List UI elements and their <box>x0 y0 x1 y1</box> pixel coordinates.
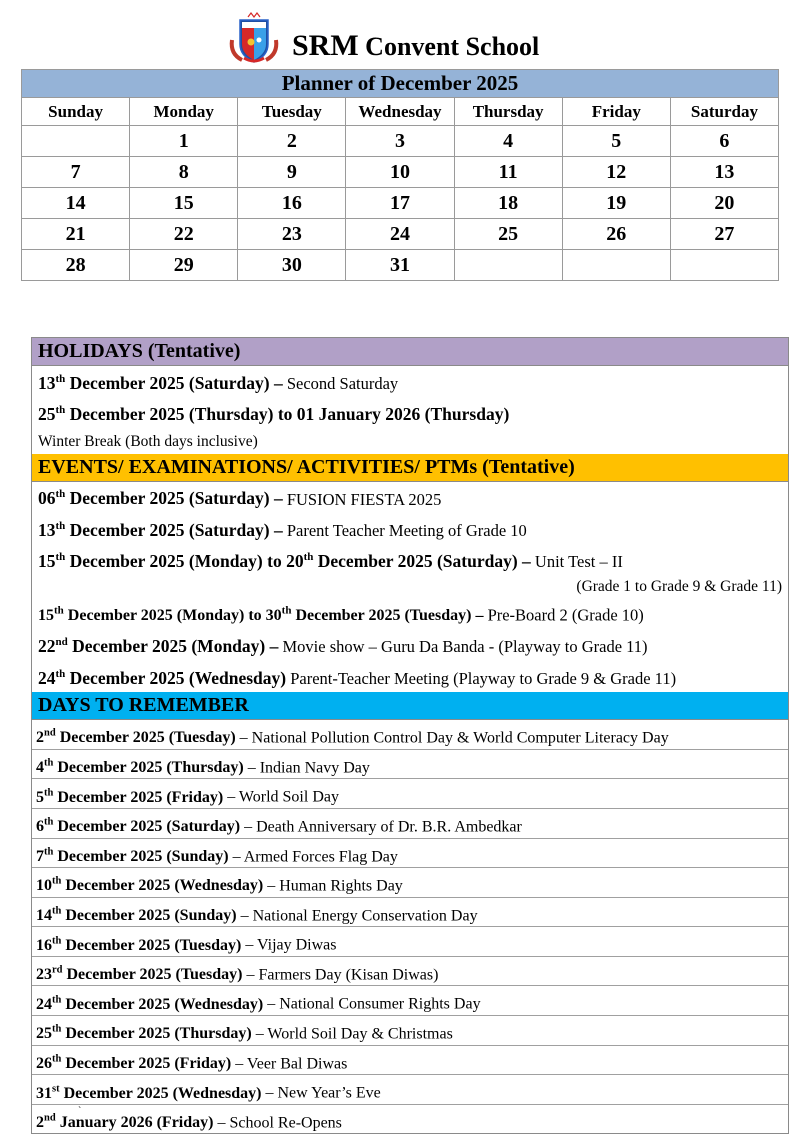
entry-date-text: December 2025 (Wednesday) <box>61 995 264 1013</box>
calendar-empty-cell <box>454 250 562 281</box>
calendar-day-cell: 4 <box>454 126 562 157</box>
entry-day: 6 <box>36 818 44 836</box>
calendar-empty-cell <box>22 126 130 157</box>
entry-date-text: December 2025 (Wednesday) <box>61 877 264 895</box>
entry-date <box>38 636 278 656</box>
entry-day: 22 <box>38 636 56 657</box>
entry-description: – National Consumer Rights Day <box>263 995 481 1013</box>
entry-date-text: December 2025 (Wednesday) <box>59 1084 262 1102</box>
entry-day-suffix: nd <box>55 636 68 649</box>
entry-date <box>38 551 531 571</box>
entry-description: Parent Teacher Meeting of Grade 10 <box>282 520 527 540</box>
entry-date-text: December 2025 (Thursday) to 01 January 2026 (Thursday) <box>65 404 510 425</box>
entry-day-suffix: th <box>52 935 62 947</box>
entry-date-text: December 2025 (Friday) <box>53 788 224 806</box>
calendar-table <box>21 69 779 281</box>
calendar-day-cell: 24 <box>346 219 454 250</box>
entry-date <box>36 966 242 983</box>
calendar-day-cell: 9 <box>238 157 346 188</box>
entry-row <box>32 809 788 839</box>
entry-continuation: (Grade 1 to Grade 9 & Grade 11) <box>576 577 782 595</box>
footer-mark: ` <box>78 1106 82 1117</box>
entry-day: 31 <box>36 1084 52 1102</box>
calendar-empty-cell <box>670 250 778 281</box>
calendar-day-cell: 26 <box>562 219 670 250</box>
entry-date <box>36 1025 252 1042</box>
day-of-week-monday: Monday <box>130 98 238 126</box>
entry-date-text: December 2025 (Sunday) <box>53 847 229 865</box>
calendar-week-row <box>22 219 779 250</box>
entry-description: Parent-Teacher Meeting (Playway to Grade 9 & Grade 11) <box>286 668 677 688</box>
day-of-week-friday: Friday <box>562 98 670 126</box>
page-header <box>0 8 800 66</box>
calendar-day-cell: 27 <box>670 219 778 250</box>
calendar-day-cell: 1 <box>130 126 238 157</box>
calendar-title: Planner of December 2025 <box>22 70 779 98</box>
entry-day-suffix: th <box>55 551 66 564</box>
entry-day: 13 <box>38 372 56 393</box>
entry-day-suffix: th <box>52 905 62 917</box>
entry-date-end-text: December 2025 (Saturday) – <box>313 551 531 572</box>
calendar-day-cell: 16 <box>238 188 346 219</box>
entry-day: 16 <box>36 936 52 954</box>
entry-date <box>38 520 283 540</box>
calendar-day-cell: 10 <box>346 157 454 188</box>
entry-day: 25 <box>38 404 56 425</box>
calendar-day-cell: 25 <box>454 219 562 250</box>
entry-day: 14 <box>36 907 52 925</box>
entry-day: 24 <box>38 667 56 688</box>
entry-day-suffix: th <box>55 488 66 501</box>
entry-date-text: December 2025 (Friday) <box>61 1054 232 1072</box>
calendar-day-cell: 23 <box>238 219 346 250</box>
entry-day: 24 <box>36 995 52 1013</box>
calendar-week-row <box>22 188 779 219</box>
entry-date-text: December 2025 (Sunday) <box>61 907 237 925</box>
calendar-day-cell: 13 <box>670 157 778 188</box>
calendar-week-row <box>22 250 779 281</box>
entry-date-text: December 2025 (Tuesday) <box>61 936 242 954</box>
school-name-rest: Convent School <box>365 32 540 61</box>
entry-row <box>32 868 788 898</box>
events-heading: EVENTS/ EXAMINATIONS/ ACTIVITIES/ PTMs (Tentative) <box>32 454 788 482</box>
entry-day: 2 <box>36 729 44 747</box>
entry-date-text: December 2025 (Saturday) – <box>65 372 283 393</box>
entry-date-text: December 2025 (Saturday) <box>53 818 241 836</box>
entry-day: 5 <box>36 788 44 806</box>
entry-date <box>36 818 240 835</box>
entry-description: – National Energy Conservation Day <box>236 907 478 925</box>
entry-date <box>36 1114 213 1131</box>
entry-description: Unit Test – II <box>530 552 623 572</box>
entry-date-text: January 2026 (Friday) <box>55 1114 214 1132</box>
entry-description: – New Year’s Eve <box>261 1084 381 1102</box>
entry-date-text: December 2025 (Monday) to <box>65 551 287 572</box>
entry-date-text: December 2025 (Monday) to <box>63 606 266 624</box>
entry-description: – Armed Forces Flag Day <box>228 847 398 865</box>
entry-day: 13 <box>38 519 56 540</box>
entry-row <box>32 366 788 397</box>
entry-description: – Farmers Day (Kisan Diwas) <box>242 966 439 984</box>
entry-row <box>32 513 788 544</box>
entry-description: – School Re-Opens <box>213 1114 342 1132</box>
entry-description: – Death Anniversary of Dr. B.R. Ambedkar <box>240 818 522 836</box>
events-list <box>32 482 788 692</box>
calendar-day-cell: 2 <box>238 126 346 157</box>
entry-day-suffix: nd <box>44 1112 56 1124</box>
entry-date-text: December 2025 (Thursday) <box>53 759 244 777</box>
calendar-day-cell: 11 <box>454 157 562 188</box>
entry-day-suffix: th <box>55 373 66 385</box>
entry-date <box>38 604 484 624</box>
entry-description: – Vijay Diwas <box>241 936 337 954</box>
entry-description: – Indian Navy Day <box>243 759 370 777</box>
entry-date <box>38 668 286 688</box>
entry-date <box>38 488 283 508</box>
entry-row <box>32 1075 788 1105</box>
calendar-day-cell: 18 <box>454 188 562 219</box>
entry-day-suffix: th <box>52 1053 62 1065</box>
entry-day-suffix: th <box>55 404 66 417</box>
entry-row <box>32 661 788 692</box>
entry-row <box>32 397 788 428</box>
entry-day-suffix: th <box>54 604 64 617</box>
entry-row <box>32 1105 788 1134</box>
entry-day: 15 <box>38 551 56 572</box>
calendar-day-cell: 20 <box>670 188 778 219</box>
entry-day-suffix: st <box>52 1083 60 1095</box>
calendar-day-cell: 8 <box>130 157 238 188</box>
entry-date-text: December 2025 (Wednesday) <box>65 667 287 688</box>
entry-day-suffix: th <box>44 816 54 828</box>
entry-day: 23 <box>36 966 52 984</box>
holiday-note: Winter Break (Both days inclusive) <box>38 432 258 450</box>
entry-description: – Veer Bal Diwas <box>231 1054 348 1072</box>
calendar-day-cell: 3 <box>346 126 454 157</box>
entry-day-suffix: th <box>52 994 62 1006</box>
entry-row <box>32 544 788 575</box>
entry-day-suffix: th <box>52 1024 62 1036</box>
calendar-day-cell: 21 <box>22 219 130 250</box>
calendar-day-cell: 19 <box>562 188 670 219</box>
entry-day-suffix: rd <box>52 964 63 976</box>
entry-day-suffix: th <box>44 757 54 769</box>
calendar-day-cell: 29 <box>130 250 238 281</box>
entry-date <box>36 1085 262 1102</box>
day-of-week-saturday: Saturday <box>670 98 778 126</box>
entry-day: 7 <box>36 847 44 865</box>
entry-row <box>32 1046 788 1076</box>
entry-date <box>36 1055 231 1072</box>
entry-row <box>32 1016 788 1046</box>
school-crest-icon <box>226 10 282 66</box>
day-of-week-tuesday: Tuesday <box>238 98 346 126</box>
entry-date-text: December 2025 (Tuesday) <box>62 966 243 984</box>
calendar-week-row <box>22 157 779 188</box>
entry-description: – Human Rights Day <box>263 877 403 895</box>
entry-row <box>32 720 788 750</box>
entry-row <box>32 482 788 513</box>
entry-row <box>32 598 788 630</box>
entry-description: FUSION FIESTA 2025 <box>282 489 442 509</box>
entry-date <box>36 789 223 806</box>
entry-day-end-suffix: th <box>281 604 292 617</box>
entry-day-suffix: th <box>44 846 54 858</box>
calendar-day-cell: 12 <box>562 157 670 188</box>
entry-date <box>36 729 236 746</box>
entry-date <box>36 848 229 865</box>
entry-row <box>32 839 788 869</box>
school-initials: SRM <box>292 29 359 62</box>
calendar-day-cell: 7 <box>22 157 130 188</box>
calendar-empty-cell <box>562 250 670 281</box>
entry-day: 10 <box>36 877 52 895</box>
entry-day-suffix: th <box>44 787 54 799</box>
calendar-week-row <box>22 126 779 157</box>
entry-day: 26 <box>36 1054 52 1072</box>
entry-date-end-text: December 2025 (Tuesday) – <box>291 606 484 624</box>
entry-day-suffix: th <box>52 876 62 888</box>
entry-date <box>36 937 241 954</box>
entry-date <box>38 404 509 424</box>
entry-day-suffix: th <box>55 519 66 532</box>
calendar-day-cell: 6 <box>670 126 778 157</box>
entry-day: 06 <box>38 488 56 509</box>
calendar-day-cell: 30 <box>238 250 346 281</box>
entry-day: 15 <box>38 606 54 624</box>
entry-date-text: December 2025 (Saturday) – <box>65 488 283 509</box>
calendar-day-cell: 14 <box>22 188 130 219</box>
entry-description: Second Saturday <box>282 373 399 393</box>
day-of-week-wednesday: Wednesday <box>346 98 454 126</box>
entry-date-text: December 2025 (Monday) – <box>67 636 279 657</box>
day-of-week-thursday: Thursday <box>454 98 562 126</box>
calendar-day-cell: 17 <box>346 188 454 219</box>
entry-date-text: December 2025 (Thursday) <box>61 1025 252 1043</box>
holidays-heading: HOLIDAYS (Tentative) <box>32 338 788 366</box>
entry-row <box>32 779 788 809</box>
entry-date <box>38 373 283 393</box>
entry-date-text: December 2025 (Tuesday) <box>55 729 236 747</box>
day-of-week-sunday: Sunday <box>22 98 130 126</box>
entry-row <box>32 957 788 987</box>
entry-day-suffix: nd <box>44 728 56 740</box>
entry-row <box>32 898 788 928</box>
entry-description: – World Soil Day <box>223 788 339 806</box>
calendar-day-cell: 22 <box>130 219 238 250</box>
entry-day-end: 20 <box>286 551 304 572</box>
entry-row <box>32 629 788 660</box>
school-name <box>292 30 539 63</box>
days-to-remember-list <box>32 720 788 1133</box>
entry-description: Movie show – Guru Da Banda - (Playway to Grade 11) <box>278 637 648 657</box>
entry-description: Pre-Board 2 (Grade 10) <box>483 604 644 624</box>
entry-description: – National Pollution Control Day & World Computer Literacy Day <box>235 729 669 747</box>
entry-day-end-suffix: th <box>303 551 314 564</box>
holidays-list <box>32 366 788 429</box>
entry-day: 2 <box>36 1114 44 1132</box>
entry-day: 25 <box>36 1025 52 1043</box>
entry-row <box>32 750 788 780</box>
entry-date <box>36 907 237 924</box>
info-table <box>31 337 789 1134</box>
entry-date <box>36 877 263 894</box>
calendar-day-cell: 28 <box>22 250 130 281</box>
entry-row <box>32 927 788 957</box>
entry-day-end: 30 <box>265 606 282 624</box>
entry-date <box>36 759 244 776</box>
days-to-remember-heading: DAYS TO REMEMBER <box>32 692 788 720</box>
entry-day: 4 <box>36 759 44 777</box>
calendar-day-cell: 31 <box>346 250 454 281</box>
entry-date-text: December 2025 (Saturday) – <box>65 519 283 540</box>
entry-row <box>32 986 788 1016</box>
calendar-day-cell: 5 <box>562 126 670 157</box>
entry-date <box>36 996 263 1013</box>
calendar-day-cell: 15 <box>130 188 238 219</box>
entry-description: – World Soil Day & Christmas <box>251 1025 453 1043</box>
entry-day-suffix: th <box>55 667 66 680</box>
